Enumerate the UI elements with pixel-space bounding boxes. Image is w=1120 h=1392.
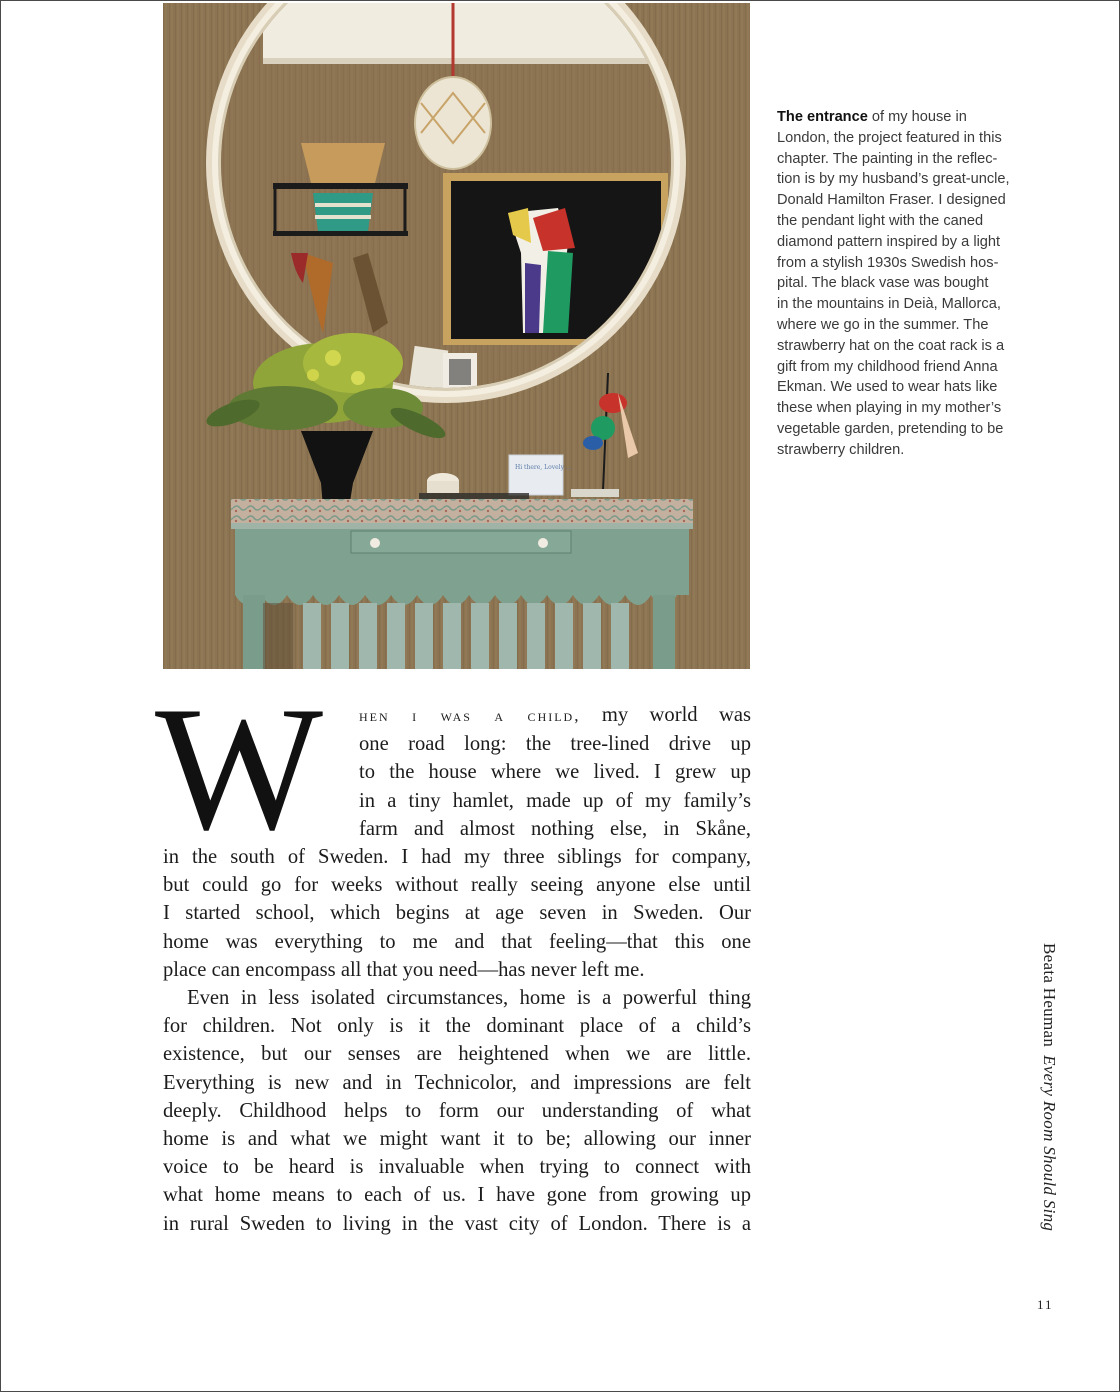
body-line: place can encompass all that you need—has never left me. bbox=[163, 958, 645, 981]
caption-line: diamond pattern inspired by a light bbox=[777, 233, 1001, 250]
body-line: home was everything to me and that feeling—that this one bbox=[163, 930, 751, 953]
caption-line: Donald Hamilton Fraser. I designed bbox=[777, 192, 1006, 209]
body-line: in rural Sweden to living in the vast city of London. There is a bbox=[163, 1212, 751, 1235]
opening-small-caps: hen i was a child, bbox=[359, 706, 581, 725]
running-head-author: Beata Heuman bbox=[1040, 943, 1059, 1048]
svg-text:Hi there, Lovely …: Hi there, Lovely … bbox=[515, 464, 572, 471]
caption-line: gift from my childhood friend Anna bbox=[777, 358, 998, 375]
drop-cap: W bbox=[155, 669, 324, 867]
caption-line: vegetable garden, pretending to be bbox=[777, 420, 1004, 437]
caption-line: in the mountains in Deià, Mallorca, bbox=[777, 296, 1001, 313]
caption-line: The entrance of my house in bbox=[777, 109, 967, 125]
body-line: home is and what we might want it to be; allowing our inner bbox=[163, 1128, 751, 1151]
body-line: Even in less isolated circumstances, home is a powerful thing bbox=[187, 987, 751, 1010]
caption-line: from a stylish 1930s Swedish hos- bbox=[777, 254, 999, 271]
body-line: what home means to each of us. I have gone from growing up bbox=[163, 1184, 751, 1207]
body-line: in the south of Sweden. I had my three siblings for company, bbox=[163, 846, 751, 869]
caption-line: Ekman. We used to wear hats like bbox=[777, 379, 998, 396]
photo-caption bbox=[777, 107, 1047, 461]
body-line: for children. Not only is it the dominant place of a child’s bbox=[163, 1015, 751, 1038]
body-line: Everything is new and in Technicolor, and impressions are felt bbox=[163, 1071, 751, 1094]
body-line: to the house where we lived. I grew up bbox=[359, 761, 751, 784]
caption-line: chapter. The painting in the reflec- bbox=[777, 150, 998, 167]
body-line: but could go for weeks without really seeing anyone else until bbox=[163, 874, 751, 897]
running-head-title: Every Room Should Sing bbox=[1040, 1055, 1059, 1232]
body-line: farm and almost nothing else, in Skåne, bbox=[359, 817, 751, 840]
caption-line: tion is by my husband’s great-uncle, bbox=[777, 171, 1010, 188]
body-line: existence, but our senses are heightened when we are little. bbox=[163, 1043, 751, 1066]
running-head bbox=[1039, 943, 1059, 1231]
body-line: deeply. Childhood helps to form our understanding of what bbox=[163, 1099, 751, 1122]
body-line: I started school, which begins at age seven in Sweden. Our bbox=[163, 902, 751, 925]
body-text bbox=[155, 669, 751, 1238]
body-line: in a tiny hamlet, made up of my family’s bbox=[359, 789, 751, 812]
opening-line: hen i was a child, my world was bbox=[359, 704, 751, 726]
entrance-photo bbox=[163, 3, 750, 669]
body-line: voice to be heard is invaluable when trying to connect with bbox=[163, 1156, 751, 1179]
caption-line: London, the project featured in this bbox=[777, 129, 1002, 146]
caption-line: where we go in the summer. The bbox=[777, 316, 989, 333]
caption-line: these when playing in my mother’s bbox=[777, 400, 1002, 417]
caption-line: strawberry hat on the coat rack is a bbox=[777, 337, 1005, 354]
caption-line: strawberry children. bbox=[777, 441, 905, 458]
caption-line: the pendant light with the caned bbox=[777, 212, 984, 229]
marble-top bbox=[231, 499, 693, 527]
postcard bbox=[509, 455, 563, 495]
caption-lead: The entrance bbox=[777, 109, 868, 125]
caption-line: pital. The black vase was bought bbox=[777, 275, 989, 292]
page-number: 11 bbox=[1037, 1297, 1054, 1312]
body-line: one road long: the tree-lined drive up bbox=[359, 733, 751, 756]
